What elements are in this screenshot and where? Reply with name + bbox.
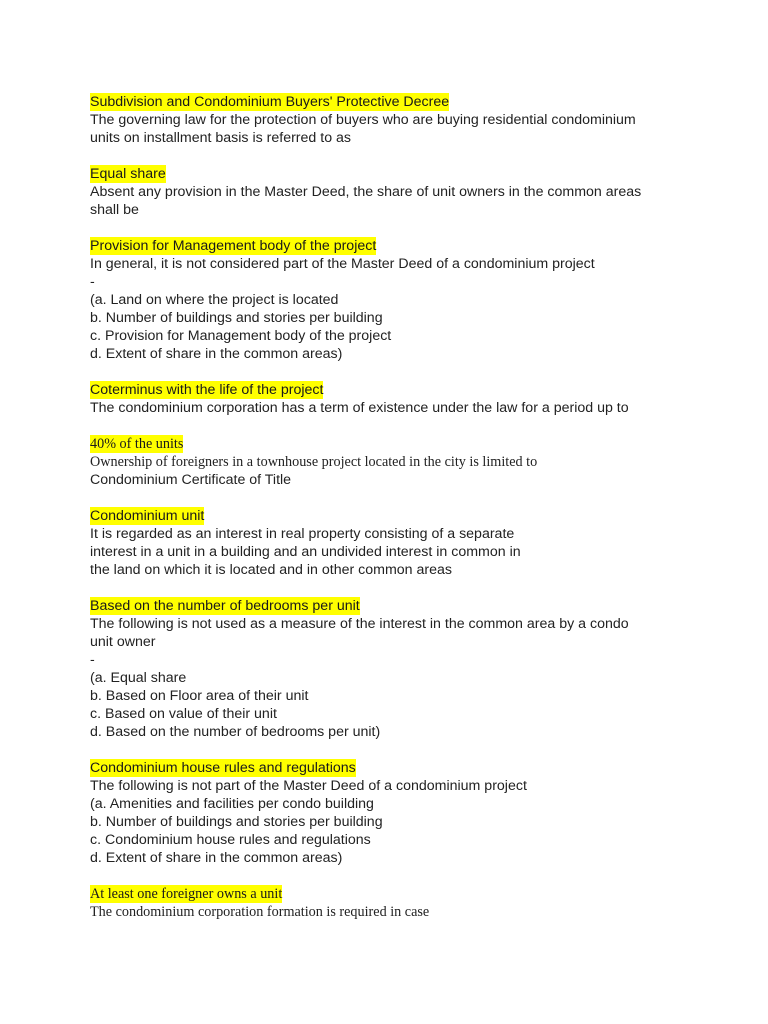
question-line: - (90, 274, 95, 290)
highlighted-answer: Provision for Management body of the project (90, 238, 377, 254)
qa-item-5 (90, 435, 730, 489)
highlighted-answer: 40% of the units (90, 436, 184, 452)
question-line: It is regarded as an interest in real property consisting of a separate (90, 526, 515, 542)
question-line: unit owner (90, 634, 156, 650)
choice-line: d. Extent of share in the common areas) (90, 850, 343, 866)
question-line: shall be (90, 202, 139, 218)
question-line: Ownership of foreigners in a townhouse project located in the city is limited to (90, 454, 538, 470)
choice-line: c. Provision for Management body of the project (90, 328, 392, 344)
question-line: The condominium corporation formation is required in case (90, 904, 430, 920)
question-line: interest in a unit in a building and an undivided interest in common in (90, 544, 521, 560)
qa-item-2 (90, 165, 730, 219)
choice-line: d. Extent of share in the common areas) (90, 346, 343, 362)
highlighted-answer: Coterminus with the life of the project (90, 382, 324, 398)
highlighted-answer: Equal share (90, 166, 166, 182)
highlighted-answer: Based on the number of bedrooms per unit (90, 598, 360, 614)
choice-line: b. Number of buildings and stories per building (90, 310, 383, 326)
choice-line: b. Number of buildings and stories per building (90, 814, 383, 830)
question-line: In general, it is not considered part of the Master Deed of a condominium project (90, 256, 595, 272)
qa-item-7 (90, 597, 730, 741)
document-page (90, 93, 730, 939)
qa-item-8 (90, 759, 730, 867)
question-line: Absent any provision in the Master Deed, the share of unit owners in the common areas (90, 184, 642, 200)
qa-item-9 (90, 885, 730, 921)
question-line: The following is not part of the Master Deed of a condominium project (90, 778, 527, 794)
question-line: The condominium corporation has a term of existence under the law for a period up to (90, 400, 629, 416)
choice-line: (a. Land on where the project is located (90, 292, 339, 308)
choice-line: (a. Equal share (90, 670, 187, 686)
choice-line: (a. Amenities and facilities per condo building (90, 796, 374, 812)
qa-item-1 (90, 93, 730, 147)
highlighted-answer: Subdivision and Condominium Buyers' Protective Decree (90, 94, 450, 110)
choice-line: c. Condominium house rules and regulations (90, 832, 371, 848)
choice-line: b. Based on Floor area of their unit (90, 688, 309, 704)
highlighted-answer: At least one foreigner owns a unit (90, 886, 283, 902)
question-line: - (90, 652, 95, 668)
question-line: units on installment basis is referred to as (90, 130, 352, 146)
highlighted-answer: Condominium house rules and regulations (90, 760, 356, 776)
choice-line: d. Based on the number of bedrooms per unit) (90, 724, 381, 740)
question-line: The governing law for the protection of buyers who are buying residential condominium (90, 112, 636, 128)
highlighted-answer: Condominium unit (90, 508, 205, 524)
qa-item-4 (90, 381, 730, 417)
question-line: the land on which it is located and in other common areas (90, 562, 452, 578)
choice-line: c. Based on value of their unit (90, 706, 277, 722)
question-line: The following is not used as a measure of the interest in the common area by a condo (90, 616, 629, 632)
qa-item-3 (90, 237, 730, 363)
qa-item-6 (90, 507, 730, 579)
question-line: Condominium Certificate of Title (90, 472, 292, 488)
